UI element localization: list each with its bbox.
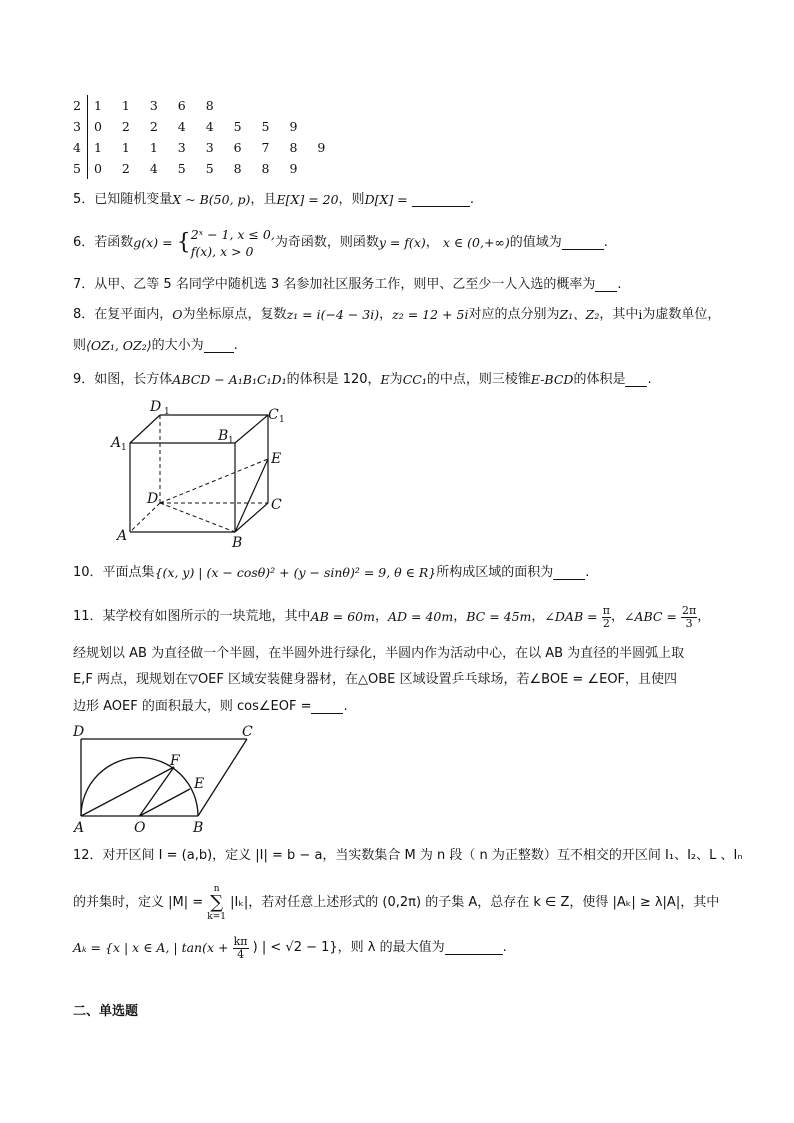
answer-blank[interactable] [625, 374, 647, 387]
question-9: 9．如图，长方体ABCD − A₁B₁C₁D₁的体积是 120，E为CC₁的中点，则三棱锥E-BCD的体积是 . [73, 372, 652, 387]
stem-row: 3 0 2 2 4 4 5 5 9 [73, 116, 333, 137]
question-11: 11．某学校有如图所示的一块荒地，其中AB = 60m，AD = 40m，BC = 45m，∠DAB = $\frac{\pi}{2}$ ，∠ABC = $\frac{2\pi}{3}$ ， [73, 603, 711, 630]
svg-text:1: 1 [228, 436, 234, 446]
cuboid-figure [105, 395, 305, 555]
svg-text:1: 1 [121, 443, 127, 453]
stem-leaf-plot [73, 95, 333, 179]
label-b1: B [218, 428, 229, 444]
stem-row: 5 0 2 4 5 5 8 8 9 [73, 158, 333, 179]
label-e: E [271, 451, 282, 467]
question-12: 12．对开区间 I = (a,b)，定义 |I| = b − a，当实数集合 M 为 n 段（ n 为正整数）互不相交的开区间 I₁、I₂、L 、Iₙ [73, 848, 743, 863]
answer-blank[interactable] [553, 567, 585, 580]
answer-blank[interactable] [204, 340, 234, 353]
question-11-line4: 边形 AOEF 的面积最大，则 cos∠EOF = . [73, 699, 348, 714]
label-c1: C [268, 407, 279, 423]
question-8-line2: 则⟨OZ₁, OZ₂⟩的大小为 . [73, 338, 238, 353]
label-d: D [73, 724, 85, 740]
question-11-line2: 经规划以 AB 为直径做一个半圆，在半圆外进行绿化，半圆内作为活动中心，在以 AB 为直径的半圆弧上取 [73, 646, 685, 661]
answer-blank[interactable] [412, 194, 470, 207]
label-d1: D [150, 399, 162, 415]
label-d: D [147, 491, 159, 507]
question-12-line3: Aₖ = {x | x ∈ A, | tan(x + $\frac{k\pi}{4}$ ) | < √2 − 1}，则 λ 的最大值为 . [73, 934, 507, 961]
question-11-line3: E,F 两点，现规划在▽OEF 区域安装健身器材，在△OBE 区域设置乒乓球场，若∠BOE = ∠EOF，且使四 [73, 672, 678, 687]
answer-blank[interactable] [311, 701, 343, 714]
label-a: A [117, 528, 128, 544]
label-a: A [74, 820, 85, 836]
label-e: E [194, 776, 205, 792]
stem-row: 4 1 1 1 3 3 6 7 8 9 [73, 137, 333, 158]
trapezoid-semicircle-figure [70, 722, 270, 837]
question-6: 6．若函数g(x) = { 2ˣ − 1, x ≤ 0, f(x), x > 0 为奇函数，则函数y = f(x)， x ∈ (0,+∞)的值域为 . [73, 227, 608, 259]
label-a1: A [111, 435, 122, 451]
label-c: C [271, 497, 282, 513]
label-o: O [134, 820, 146, 836]
svg-text:1: 1 [164, 407, 170, 417]
question-5: 5．已知随机变量X ~ B(50, p)，且E[X] = 20，则D[X] = . [73, 192, 474, 207]
answer-blank[interactable] [445, 942, 503, 955]
question-7: 7．从甲、乙等 5 名同学中随机选 3 名参加社区服务工作，则甲、乙至少一人入选的概率为 . [73, 277, 622, 292]
answer-blank[interactable] [562, 237, 604, 250]
question-10: 10．平面点集{(x, y) | (x − cosθ)² + (y − sinθ)² = 9, θ ∈ R}所构成区域的面积为 . [73, 565, 590, 580]
svg-text:1: 1 [279, 415, 285, 425]
section-title: 二、单选题 [73, 1004, 139, 1019]
question-8: 8．在复平面内，O为坐标原点，复数z₁ = i(−4 − 3i)，z₂ = 12 + 5i对应的点分别为Z₁、Z₂，其中i为虚数单位， [73, 307, 721, 322]
label-b: B [193, 820, 204, 836]
answer-blank[interactable] [595, 279, 617, 292]
label-b: B [232, 535, 243, 551]
question-12-line2: 的并集时，定义 |M| = n ∑ k=1 |Iₖ|，若对任意上述形式的 (0,2π) 的子集 A，总存在 k ∈ Z，使得 |Aₖ| ≥ λ|A|，其中 [73, 884, 720, 922]
label-c: C [242, 724, 253, 740]
label-f: F [170, 753, 180, 769]
stem-row: 2 1 1 3 6 8 [73, 95, 333, 116]
